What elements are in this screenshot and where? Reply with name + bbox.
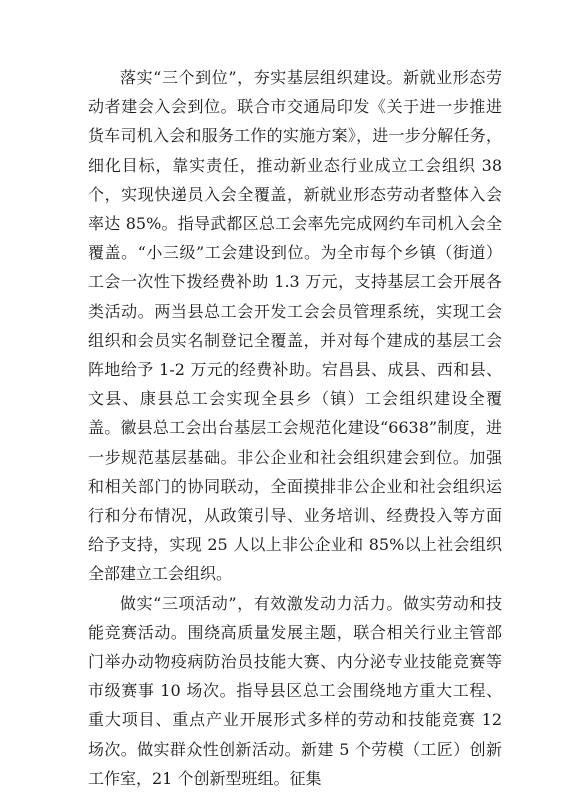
body-text [88, 63, 502, 793]
paragraph-2: 做实“三项活动”，有效激发动力活力。做实劳动和技能竞赛活动。围绕高质量发展主题，联合相关行业主管部门举办动物疫病防治员技能大赛、内分泌专业技能竞赛等市级赛事 10 场次。指导县区总工会围绕地方重大工程、重大项目、重点产业开展形式多样的劳动和技能竞赛 12 场次。做实群众性创新活动。新建 5 个劳模（工匠）创新工作室，21 个创新型班组。征集 [88, 593, 502, 788]
paragraph-1: 落实“三个到位”，夯实基层组织建设。新就业形态劳动者建会入会到位。联合市交通局印发《关于进一步推进货车司机入会和服务工作的实施方案》，进一步分解任务，细化目标，靠实责任，推动新业态行业成立工会组织 38 个，实现快递员入会全覆盖，新就业形态劳动者整体入会率达 85%。指导武都区总工会率先完成网约车司机入会全覆盖。“小三级”工会建设到位。为全市每个乡镇（街道）工会一次性下拨经费补助 1.3 万元，支持基层工会开展各类活动。两当县总工会开发工会会员管理系统，实现工会组织和会员实名制登记全覆盖，并对每个建成的基层工会阵地给予 1-2 万元的经费补助。宕昌县、成县、西和县、文县、康县总工会实现全县乡（镇）工会组织建设全覆盖。徽县总工会出台基层工会规范化建设“6638”制度，进一步规范基层基础。非公企业和社会组织建会到位。加强和相关部门的协同联动，全面摸排非公企业和社会组织运行和分布情况，从政策引导、业务培训、经费投入等方面给予支持，实现 25 人以上非公企业和 85%以上社会组织全部建立工会组织。 [88, 68, 502, 584]
